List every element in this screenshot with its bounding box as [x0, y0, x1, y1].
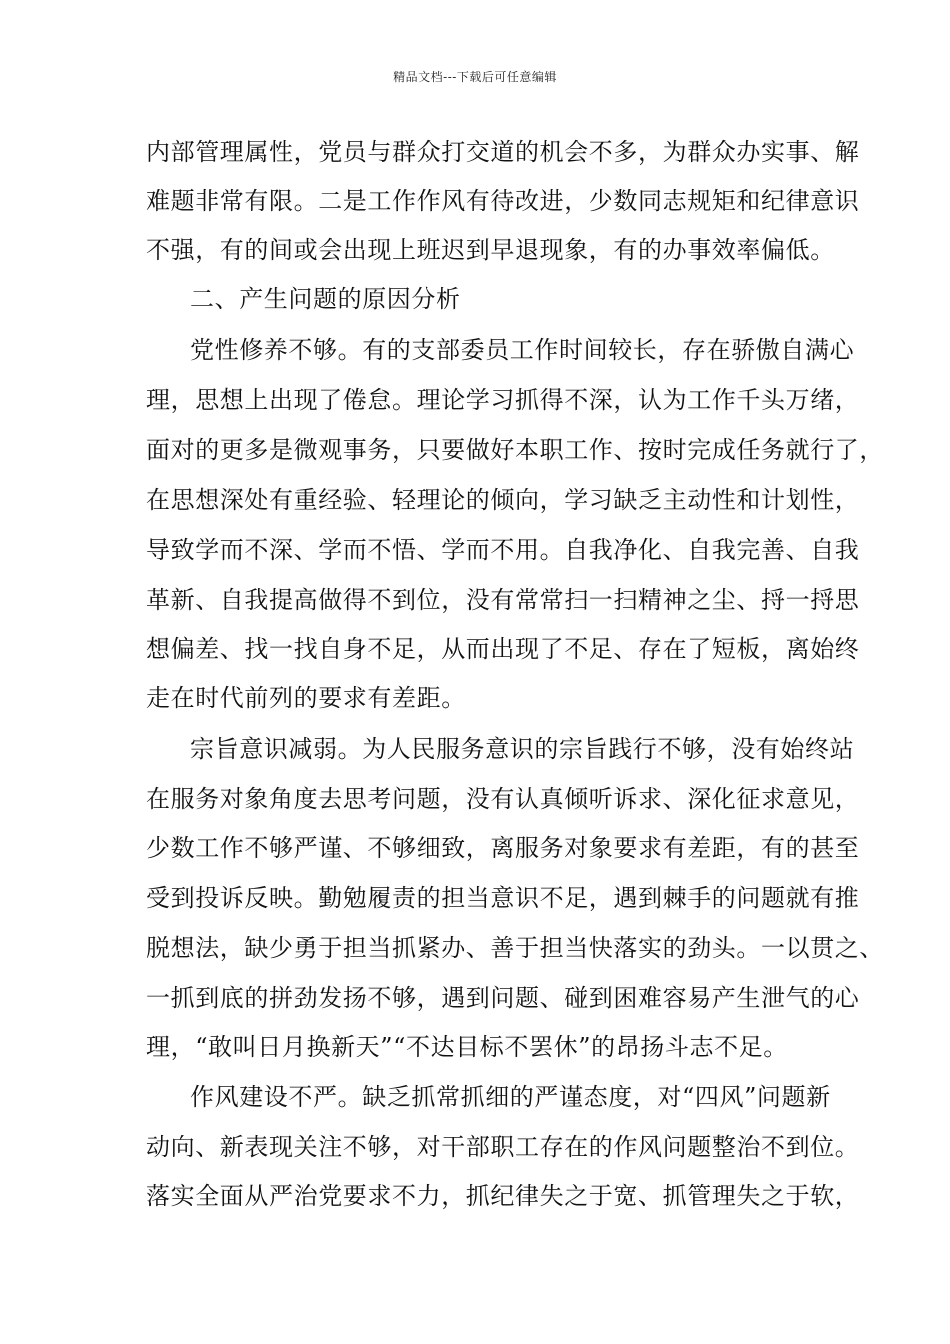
text-line: 理，思想上出现了倦怠。理论学习抓得不深，认为工作千头万绪，	[146, 386, 860, 414]
text-line: 面对的更多是微观事务，只要做好本职工作、按时完成任务就行了，	[146, 436, 884, 464]
text-line: 落实全面从严治党要求不力，抓纪律失之于宽、抓管理失之于软，	[146, 1182, 860, 1210]
text-line: 走在时代前列的要求有差距。	[146, 684, 466, 712]
section-heading: 二、产生问题的原因分析	[190, 285, 461, 313]
text-line: 在服务对象角度去思考问题，没有认真倾听诉求、深化征求意见，	[146, 785, 860, 813]
text-line: 少数工作不够严谨、不够细致，离服务对象要求有差距，有的甚至	[146, 834, 860, 862]
text-line: 理，“敢叫日月换新天”“不达目标不罢休”的昂扬斗志不足。	[146, 1033, 788, 1061]
text-line: 党性修养不够。有的支部委员工作时间较长，存在骄傲自满心	[190, 336, 855, 364]
text-line: 宗旨意识减弱。为人民服务意识的宗旨践行不够，没有始终站	[190, 735, 855, 763]
text-line: 脱想法，缺少勇于担当抓紧办、善于担当快落实的劲头。一以贯之、	[146, 934, 884, 962]
text-line: 在思想深处有重经验、轻理论的倾向，学习缺乏主动性和计划性，	[146, 486, 860, 514]
text-line: 导致学而不深、学而不悟、学而不用。自我净化、自我完善、自我	[146, 536, 860, 564]
text-line: 革新、自我提高做得不到位，没有常常扫一扫精神之尘、捋一捋思	[146, 586, 860, 614]
text-line: 受到投诉反映。勤勉履责的担当意识不足，遇到棘手的问题就有推	[146, 884, 860, 912]
text-line: 难题非常有限。二是工作作风有待改进，少数同志规矩和纪律意识	[146, 187, 860, 215]
text-line: 动向、新表现关注不够，对干部职工存在的作风问题整治不到位。	[146, 1133, 860, 1161]
text-line: 内部管理属性，党员与群众打交道的机会不多，为群众办实事、解	[146, 138, 860, 166]
text-line: 不强，有的间或会出现上班迟到早退现象，有的办事效率偏低。	[146, 236, 835, 264]
text-line: 作风建设不严。缺乏抓常抓细的严谨态度，对“四风”问题新	[190, 1083, 831, 1111]
page-header: 精品文档---下载后可任意编辑	[393, 70, 557, 84]
text-line: 想偏差、找一找自身不足，从而出现了不足、存在了短板，离始终	[146, 635, 860, 663]
text-line: 一抓到底的拼劲发扬不够，遇到问题、碰到困难容易产生泄气的心	[146, 984, 860, 1012]
